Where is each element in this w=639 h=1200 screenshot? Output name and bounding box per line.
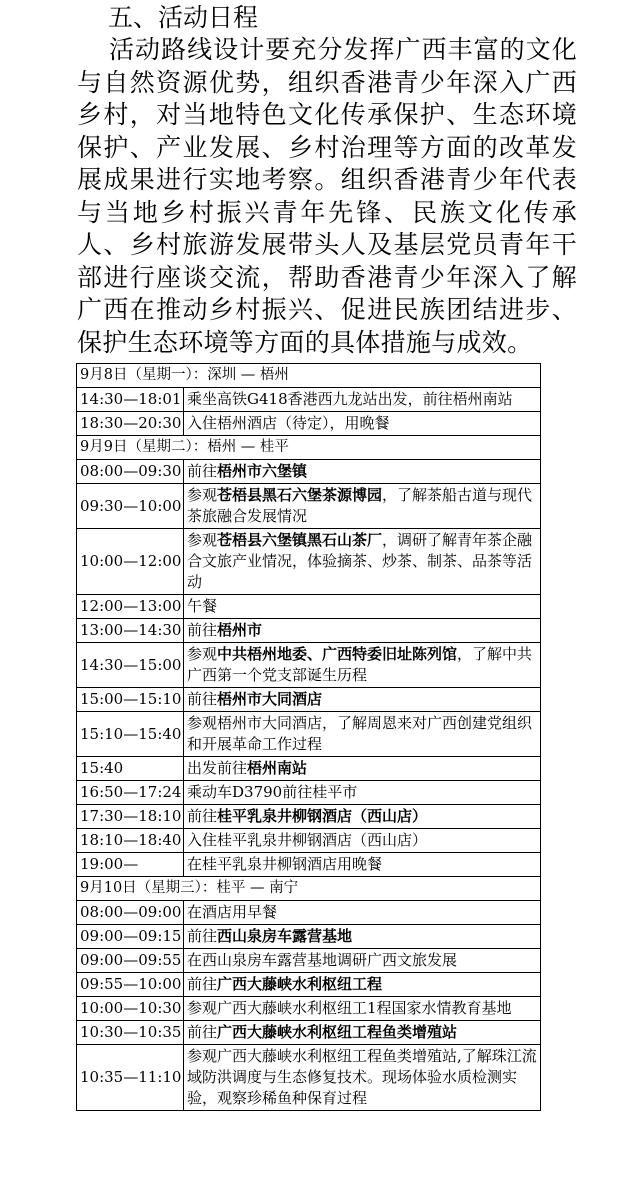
schedule-activity bbox=[184, 757, 541, 781]
schedule-time: 10:00—10:30 bbox=[77, 997, 184, 1021]
schedule-time: 14:30—15:00 bbox=[77, 643, 184, 688]
schedule-activity bbox=[184, 460, 541, 484]
schedule-row bbox=[77, 901, 541, 925]
activity-text: 入住梧州酒店（待定），用晚餐 bbox=[187, 414, 390, 432]
day-header-row bbox=[77, 436, 541, 460]
schedule-activity bbox=[184, 853, 541, 877]
activity-highlight: 梧州市 bbox=[217, 621, 263, 639]
activity-text: 前往 bbox=[187, 621, 218, 639]
schedule-time: 10:35—11:10 bbox=[77, 1045, 184, 1111]
schedule-time: 09:00—09:15 bbox=[77, 925, 184, 949]
schedule-activity bbox=[184, 529, 541, 595]
schedule-activity bbox=[184, 595, 541, 619]
schedule-row bbox=[77, 853, 541, 877]
schedule-time: 09:30—10:00 bbox=[77, 484, 184, 529]
activity-text: 参观 bbox=[187, 486, 218, 504]
schedule-row bbox=[77, 973, 541, 997]
activity-text: 参观广西大藤峡水利枢纽工1程国家水情教育基地 bbox=[187, 999, 512, 1017]
schedule-activity bbox=[184, 712, 541, 757]
schedule-activity bbox=[184, 1045, 541, 1111]
schedule-time: 16:50—17:24 bbox=[77, 781, 184, 805]
schedule-time: 09:00—09:55 bbox=[77, 949, 184, 973]
schedule-row bbox=[77, 712, 541, 757]
schedule-row bbox=[77, 619, 541, 643]
schedule-row bbox=[77, 688, 541, 712]
activity-text: 前往 bbox=[187, 462, 218, 480]
schedule-row bbox=[77, 388, 541, 412]
schedule-row bbox=[77, 460, 541, 484]
schedule-row bbox=[77, 1021, 541, 1045]
schedule-time: 08:00—09:00 bbox=[77, 901, 184, 925]
schedule-time: 19:00— bbox=[77, 853, 184, 877]
schedule-row bbox=[77, 412, 541, 436]
schedule-row bbox=[77, 1045, 541, 1111]
activity-highlight: 桂平乳泉井柳钢酒店（西山店） bbox=[217, 807, 428, 825]
activity-text: 前往 bbox=[187, 975, 218, 993]
activity-highlight: 广西大藤峡水利枢纽工程 bbox=[217, 975, 383, 993]
activity-text: 前往 bbox=[187, 690, 218, 708]
activity-highlight: 广西大藤峡水利枢纽工程鱼类增殖站 bbox=[217, 1023, 458, 1041]
schedule-activity bbox=[184, 484, 541, 529]
schedule-row bbox=[77, 757, 541, 781]
schedule-row bbox=[77, 997, 541, 1021]
activity-highlight: 梧州市大同酒店 bbox=[217, 690, 323, 708]
schedule-time: 15:00—15:10 bbox=[77, 688, 184, 712]
schedule-time: 10:00—12:00 bbox=[77, 529, 184, 595]
activity-highlight: 苍梧县黑石六堡茶源博园 bbox=[217, 486, 383, 504]
schedule-time: 15:10—15:40 bbox=[77, 712, 184, 757]
schedule-row bbox=[77, 781, 541, 805]
schedule-time: 10:30—10:35 bbox=[77, 1021, 184, 1045]
schedule-activity bbox=[184, 781, 541, 805]
activity-text: ，调研了解青年茶企融合文旅产业情况，体验摘茶、炒茶、制茶、品茶等活动 bbox=[187, 531, 533, 591]
activity-highlight: 梧州市六堡镇 bbox=[217, 462, 308, 480]
schedule-table bbox=[76, 363, 541, 1111]
schedule-activity bbox=[184, 643, 541, 688]
schedule-row bbox=[77, 595, 541, 619]
day-header-row bbox=[77, 877, 541, 901]
schedule-body bbox=[77, 364, 541, 1111]
activity-text: ，了解中共广西第一个党支部诞生历程 bbox=[187, 645, 533, 684]
schedule-time: 14:30—18:01 bbox=[77, 388, 184, 412]
schedule-activity bbox=[184, 901, 541, 925]
schedule-time: 18:30—20:30 bbox=[77, 412, 184, 436]
schedule-time: 15:40 bbox=[77, 757, 184, 781]
activity-highlight: 苍梧县六堡镇黑石山茶厂 bbox=[217, 531, 383, 549]
activity-text: 前往 bbox=[187, 1023, 218, 1041]
day-header-row bbox=[77, 364, 541, 388]
activity-text: 乘坐高铁G418香港西九龙站出发，前往梧州南站 bbox=[187, 390, 513, 408]
schedule-activity bbox=[184, 997, 541, 1021]
schedule-activity bbox=[184, 829, 541, 853]
schedule-row bbox=[77, 529, 541, 595]
schedule-activity bbox=[184, 925, 541, 949]
schedule-time: 08:00—09:30 bbox=[77, 460, 184, 484]
activity-text: 在西山泉房车露营基地调研广西文旅发展 bbox=[187, 951, 458, 969]
activity-text: 前往 bbox=[187, 927, 218, 945]
schedule-row bbox=[77, 949, 541, 973]
day-header: 9月8日（星期一）：深圳 — 梧州 bbox=[77, 364, 541, 388]
schedule-row bbox=[77, 484, 541, 529]
intro-paragraph: 活动路线设计要充分发挥广西丰富的文化与自然资源优势，组织香港青少年深入广西乡村，对当地特色文化传承保护、生态环境保护、产业发展、乡村治理等方面的改革发展成果进行实地考察。组织香港青少年代表与当地乡村振兴青年先锋、民族文化传承人、乡村旅游发展带头人及基层党员青年干部进行座谈交流，帮助香港青少年深入了解广西在推动乡村振兴、促进民族团结进步、保护生态环境等方面的具体措施与成效。 bbox=[77, 35, 577, 357]
activity-text: 午餐 bbox=[187, 597, 218, 615]
schedule-activity bbox=[184, 949, 541, 973]
activity-text: 参观广西大藤峡水利枢纽工程鱼类增殖站,了解珠江流域防洪调度与生态修复技术。现场体验水质检测实验，观察珍稀鱼种保育过程 bbox=[187, 1047, 537, 1107]
activity-text: ，了解茶船古道与现代茶旅融合发展情况 bbox=[187, 486, 533, 525]
schedule-time: 12:00—13:00 bbox=[77, 595, 184, 619]
day-header: 9月9日（星期二）：梧州 — 桂平 bbox=[77, 436, 541, 460]
activity-text: 前往 bbox=[187, 807, 218, 825]
schedule-time: 09:55—10:00 bbox=[77, 973, 184, 997]
schedule-time: 18:10—18:40 bbox=[77, 829, 184, 853]
activity-highlight: 梧州南站 bbox=[247, 759, 308, 777]
activity-text: 出发前往 bbox=[187, 759, 248, 777]
schedule-activity bbox=[184, 619, 541, 643]
schedule-activity bbox=[184, 412, 541, 436]
activity-highlight: 西山泉房车露营基地 bbox=[217, 927, 353, 945]
activity-text: 在酒店用早餐 bbox=[187, 903, 278, 921]
section-heading: 五、活动日程 bbox=[108, 3, 259, 32]
schedule-row bbox=[77, 643, 541, 688]
schedule-activity bbox=[184, 1021, 541, 1045]
activity-highlight: 中共梧州地委、广西特委旧址陈列馆 bbox=[217, 645, 458, 663]
schedule-row bbox=[77, 925, 541, 949]
activity-text: 入住桂平乳泉井柳钢酒店（西山店） bbox=[187, 831, 428, 849]
schedule-activity bbox=[184, 973, 541, 997]
schedule-row bbox=[77, 805, 541, 829]
activity-text: 在桂平乳泉井柳钢酒店用晚餐 bbox=[187, 855, 383, 873]
schedule-time: 17:30—18:10 bbox=[77, 805, 184, 829]
day-header: 9月10日（星期三）：桂平 — 南宁 bbox=[77, 877, 541, 901]
schedule-activity bbox=[184, 388, 541, 412]
activity-text: 参观 bbox=[187, 531, 218, 549]
schedule-activity bbox=[184, 805, 541, 829]
schedule-time: 13:00—14:30 bbox=[77, 619, 184, 643]
schedule-row bbox=[77, 829, 541, 853]
activity-text: 乘动车D3790前往桂平市 bbox=[187, 783, 358, 801]
activity-text: 参观梧州市大同酒店，了解周恩来对广西创建党组织和开展革命工作过程 bbox=[187, 714, 533, 753]
schedule-activity bbox=[184, 688, 541, 712]
activity-text: 参观 bbox=[187, 645, 218, 663]
